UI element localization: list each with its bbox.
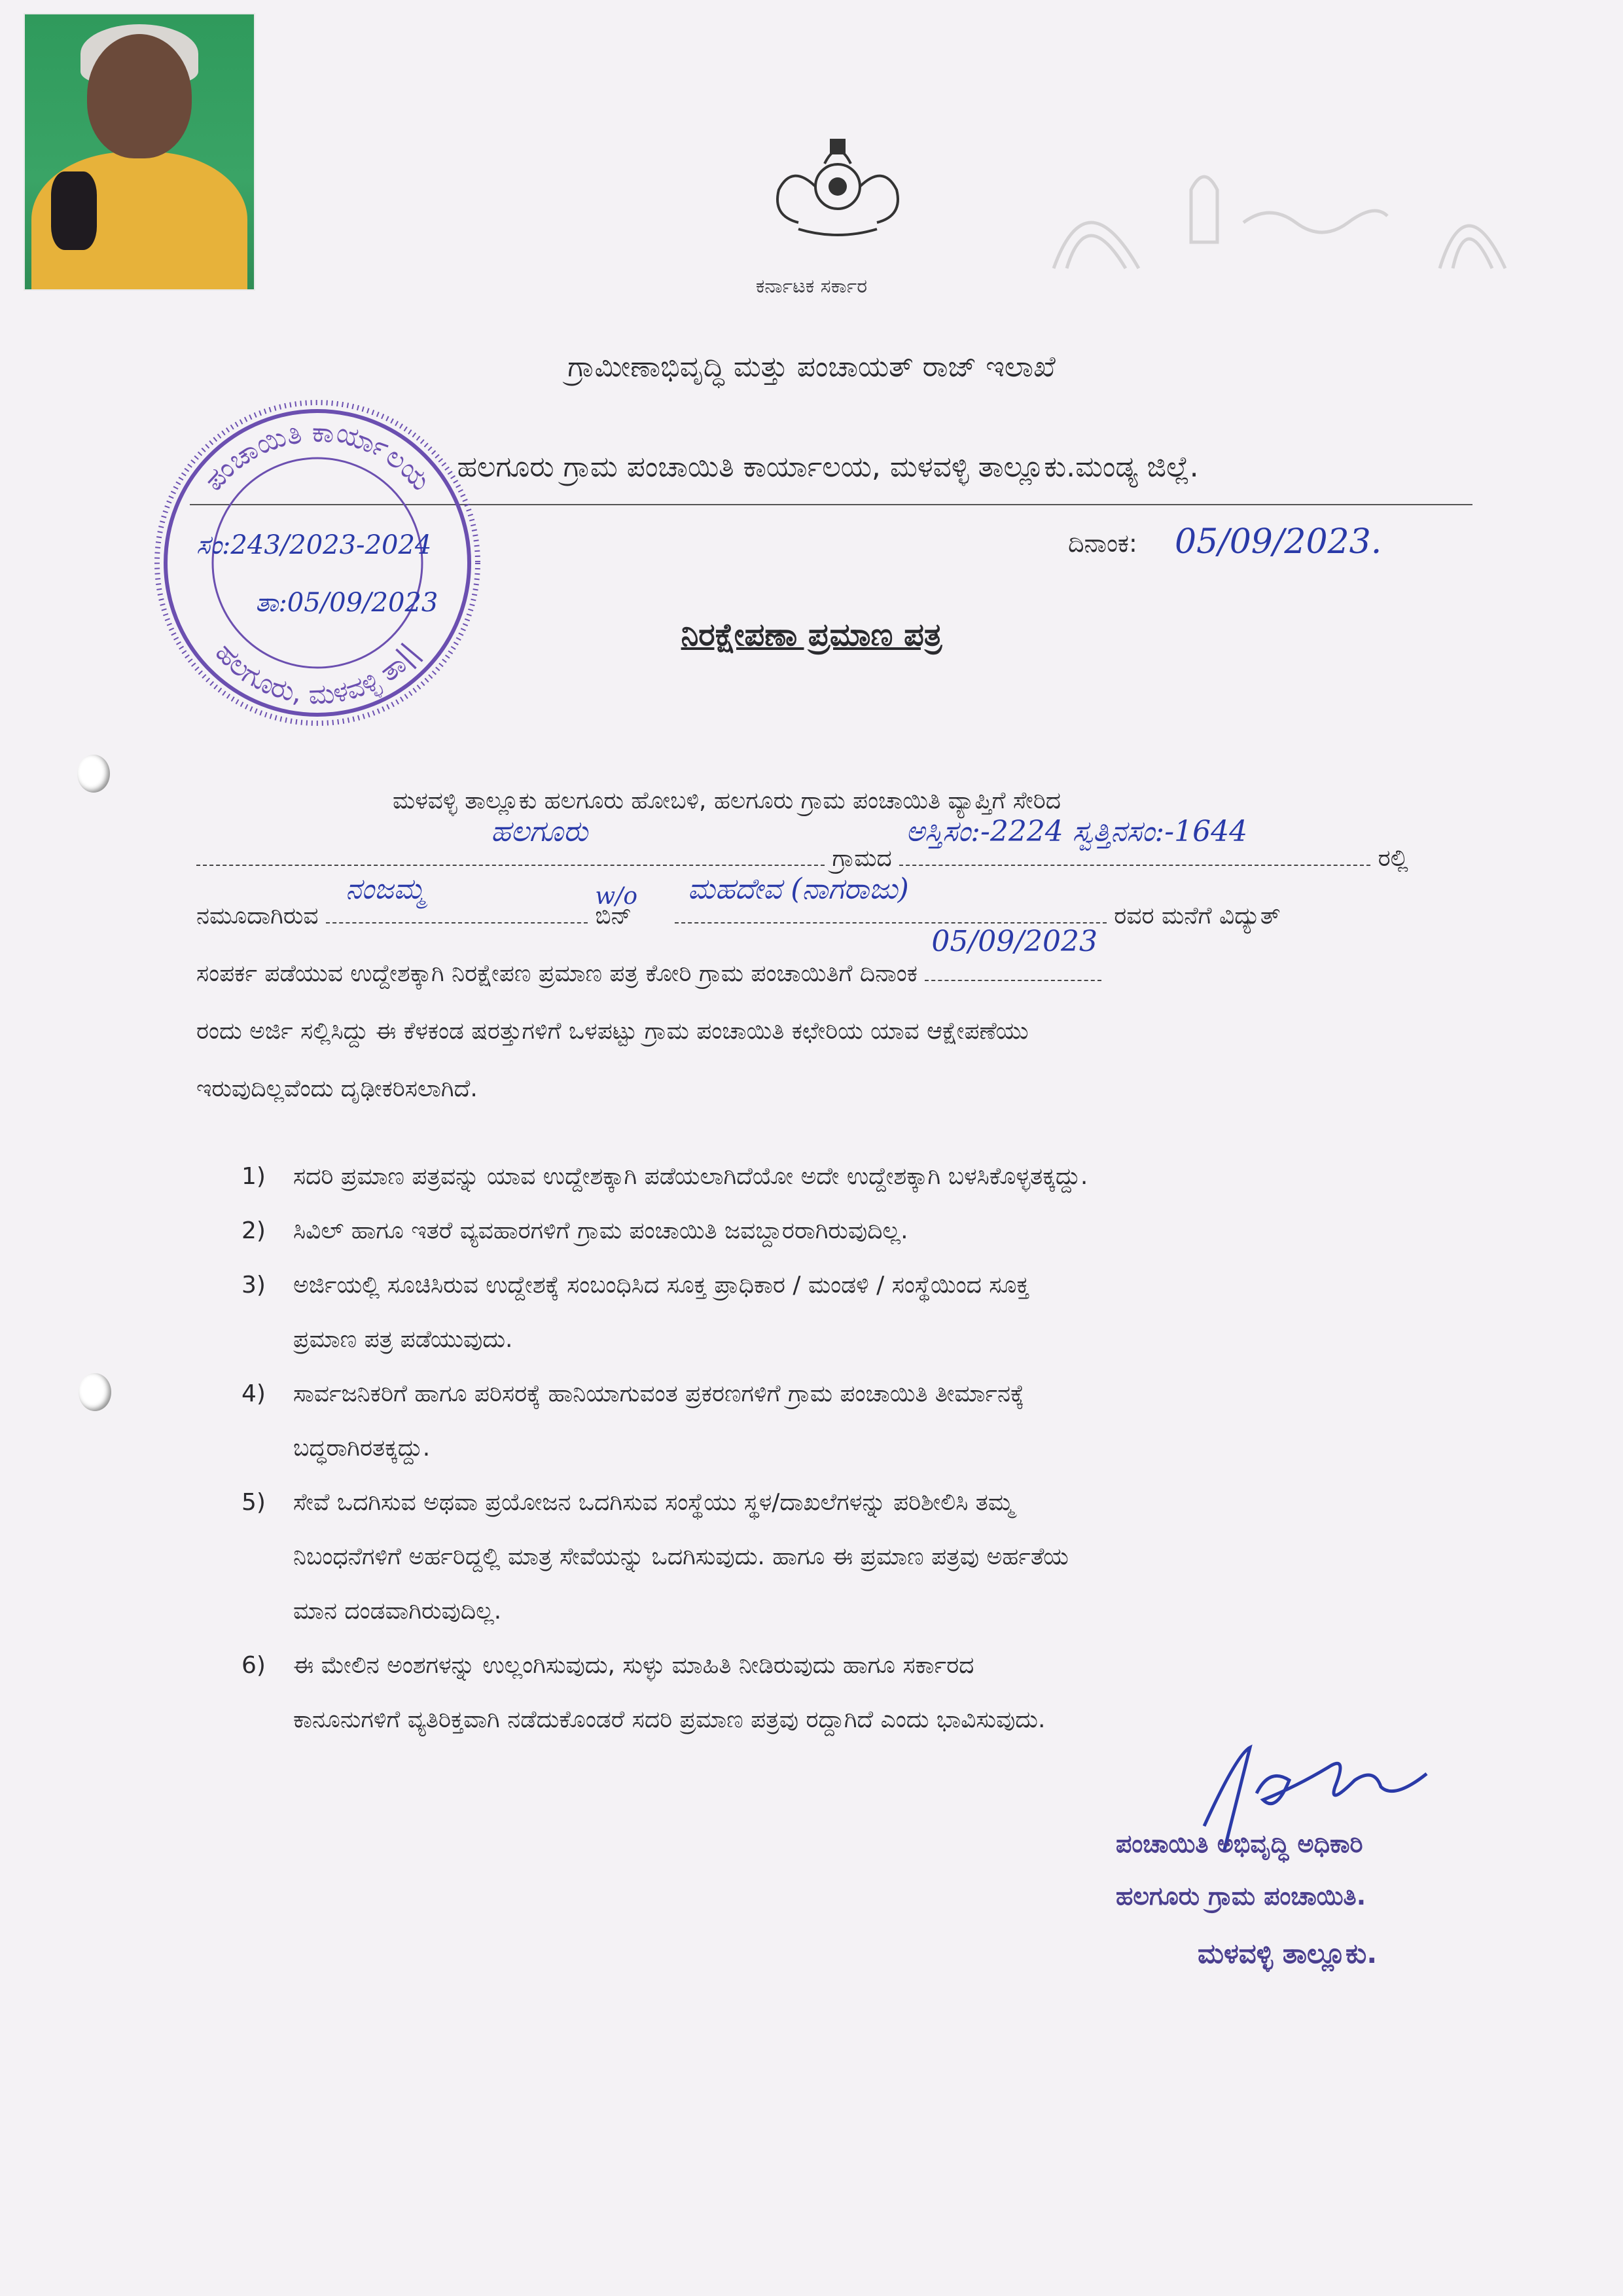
condition-text: ಸೇವೆ ಒದಗಿಸುವ ಅಥವಾ ಪ್ರಯೋಜನ ಒದಗಿಸುವ ಸಂಸ್ಥೆಯು ಸ್ಥಳ/ದಾಖಲೆಗಳನ್ನು ಪರಿಶೀಲಿಸಿ ತಮ್ಮ [293,1489,1014,1516]
condition-text: ಕಾನೂನುಗಳಿಗೆ ವ್ಯತಿರಿಕ್ತವಾಗಿ ನಡೆದುಕೊಂಡರೆ ಸದರಿ ಪ್ರಮಾಣ ಪತ್ರವು ರದ್ದಾಗಿದೆ ಎಂದು ಭಾವಿಸುವುದು. [293,1706,1046,1733]
property-field [899,815,1370,866]
owner-value: ನಂಜಮ್ಮ [345,872,425,906]
condition-text: ಸದರಿ ಪ್ರಮಾಣ ಪತ್ರವನ್ನು ಯಾವ ಉದ್ದೇಶಕ್ಕಾಗಿ ಪಡೆಯಲಾಗಿದೆಯೋ ಅದೇ ಉದ್ದೇಶಕ್ಕಾಗಿ ಬಳಸಿಕೊಳ್ಳತಕ್ಕದ್ದು. [293,1163,1088,1190]
stamp-bottom-text: ಹಲಗೂರು, ಮಳವಳ್ಳಿ ತಾ|| [209,636,426,711]
punch-hole [79,1373,111,1411]
stamp-top-text: ಪಂಚಾಯಿತಿ ಕಾರ್ಯಾಲಯ [197,416,438,497]
property-suffix: ರಲ್ಲಿ [1378,845,1408,872]
village-value: ಹಲಗೂರು [491,815,588,848]
condition-text: ಬದ್ಧರಾಗಿರತಕ್ಕದ್ದು. [293,1435,431,1462]
father-value: ಮಹದೇವ (ನಾಗರಾಜು) [687,872,909,906]
document-title: ನಿರಕ್ಷೇಪಣಾ ಪ್ರಮಾಣ ಪತ್ರ [681,617,942,653]
condition-number: 1) [241,1163,266,1190]
body-line-3 [196,872,1472,945]
office-name: ಹಲಗೂರು ಗ್ರಾಮ ಪಂಚಾಯಿತಿ ಕಾರ್ಯಾಲಯ, ಮಳವಳ್ಳಿ ತಾಲ್ಲೂಕು.ಮಂಡ್ಯ ಜಿಲ್ಲೆ. [457,450,1199,484]
condition-number: 2) [241,1217,266,1244]
condition-text: ಪ್ರಮಾಣ ಪತ್ರ ಪಡೆಯುವುದು. [293,1326,513,1353]
line3-suffix: ರವರ ಮನೆಗೆ ವಿದ್ಯುತ್ [1114,903,1281,929]
reference-date: ತಾ:05/09/2023 [255,588,438,618]
condition-text: ಈ ಮೇಲಿನ ಅಂಶಗಳನ್ನು ಉಲ್ಲಂಗಿಸುವುದು, ಸುಳ್ಳು ಮಾಹಿತಿ ನೀಡಿರುವುದು ಹಾಗೂ ಸರ್ಕಾರದ [293,1652,974,1679]
condition-number: 3) [241,1272,266,1299]
signature-designation: ಪಂಚಾಯಿತಿ ಅಭಿವೃದ್ಧಿ ಅಧಿಕಾರಿ [1116,1829,1363,1858]
line4-prefix: ಸಂಪರ್ಕ ಪಡೆಯುವ ಉದ್ದೇಶಕ್ಕಾಗಿ ನಿರಕ್ಷೇಪಣ ಪ್ರಮಾಣ ಪತ್ರ ಕೋರಿ ಗ್ರಾಮ ಪಂಚಾಯಿತಿಗೆ ದಿನಾಂಕ [196,960,918,987]
signature-taluk: ಮಳವಳ್ಳಿ ತಾಲ್ಲೂಕು. [1198,1937,1378,1969]
condition-number: 4) [241,1380,266,1407]
applicant-photo [24,13,255,291]
condition-text: ನಿಬಂಧನೆಗಳಿಗೆ ಅರ್ಹರಿದ್ದಲ್ಲಿ ಮಾತ್ರ ಸೇವೆಯನ್ನು ಒದಗಿಸುವುದು. ಹಾಗೂ ಈ ಪ್ರಮಾಣ ಪತ್ರವು ಅರ್ಹತೆಯ [293,1543,1069,1570]
body-paragraph [196,772,1472,1126]
application-date-field [925,925,1101,981]
signature-panchayat: ಹಲಗೂರು ಗ್ರಾಮ ಪಂಚಾಯಿತಿ. [1116,1882,1366,1910]
government-name: ಕರ್ನಾಟಕ ಸರ್ಕಾರ [755,275,868,298]
condition-text: ಸಾರ್ವಜನಿಕರಿಗೆ ಹಾಗೂ ಪರಿಸರಕ್ಕೆ ಹಾನಿಯಾಗುವಂತ ಪ್ರಕರಣಗಳಿಗೆ ಗ್ರಾಮ ಪಂಚಾಯಿತಿ ತೀರ್ಮಾನಕ್ಕೆ [293,1380,1025,1407]
village-suffix: ಗ್ರಾಮದ [832,845,892,872]
conditions-list [242,1149,1472,1738]
karnataka-emblem-icon [753,124,923,242]
date-label: ದಿನಾಂಕ: [1068,529,1137,558]
condition-text: ಅರ್ಜಿಯಲ್ಲಿ ಸೂಚಿಸಿರುವ ಉದ್ದೇಶಕ್ಕೆ ಸಂಬಂಧಿಸಿದ ಸೂಕ್ತ ಪ್ರಾಧಿಕಾರ / ಮಂಡಳಿ / ಸಂಸ್ಥೆಯಿಂದ ಸೂಕ್ತ [293,1272,1029,1299]
body-line-4 [196,925,1472,1003]
owner-field [326,872,588,924]
condition-text: ಮಾನ ದಂಡವಾಗಿರುವುದಿಲ್ಲ. [293,1598,502,1624]
date-value: 05/09/2023. [1175,522,1382,562]
relation-value: w/o [595,883,638,910]
reference-number: ಸಂ:243/2023-2024 [196,530,432,560]
body-line-1: ಮಳವಳ್ಳಿ ತಾಲ್ಲೂಕು ಹಲಗೂರು ಹೋಬಳಿ, ಹಲಗೂರು ಗ್ರಾಮ ಪಂಚಾಯಿತಿ ವ್ಯಾಪ್ತಿಗೆ ಸೇರಿದ [393,787,1061,814]
punch-hole [77,755,110,793]
body-line-5: ರಂದು ಅರ್ಜಿ ಸಲ್ಲಿಸಿದ್ದು ಈ ಕೆಳಕಂಡ ಷರತ್ತುಗಳಿಗೆ ಒಳಪಟ್ಟು ಗ್ರಾಮ ಪಂಚಾಯಿತಿ ಕಛೇರಿಯ ಯಾವ ಆಕ್ಷೇಪಣೆಯು [196,1018,1029,1045]
condition-text: ಸಿವಿಲ್ ಹಾಗೂ ಇತರೆ ವ್ಯವಹಾರಗಳಿಗೆ ಗ್ರಾಮ ಪಂಚಾಯಿತಿ ಜವಬ್ದಾರರಾಗಿರುವುದಿಲ್ಲ. [293,1217,908,1244]
application-date-value: 05/09/2023 [931,925,1098,958]
department-name: ಗ್ರಾಮೀಣಾಭಿವೃದ್ಧಿ ಮತ್ತು ಪಂಚಾಯತ್ ರಾಜ್ ಇಲಾಖೆ [567,350,1056,384]
relation-field [595,883,667,945]
body-line-6: ಇರುವುದಿಲ್ಲವೆಂದು ದೃಢೀಕರಿಸಲಾಗಿದೆ. [196,1075,478,1102]
relation-label: ಬಿನ್ [595,903,632,929]
property-value: ಅಸ್ತಿಸಂ:-2224 ಸ್ವತ್ತಿನಸಂ:-1644 [906,815,1248,848]
condition-number: 6) [241,1652,266,1679]
aadhaar-watermark-icon [1047,151,1518,288]
recorded-prefix: ನಮೂದಾಗಿರುವ [196,903,319,929]
condition-number: 5) [241,1489,266,1516]
